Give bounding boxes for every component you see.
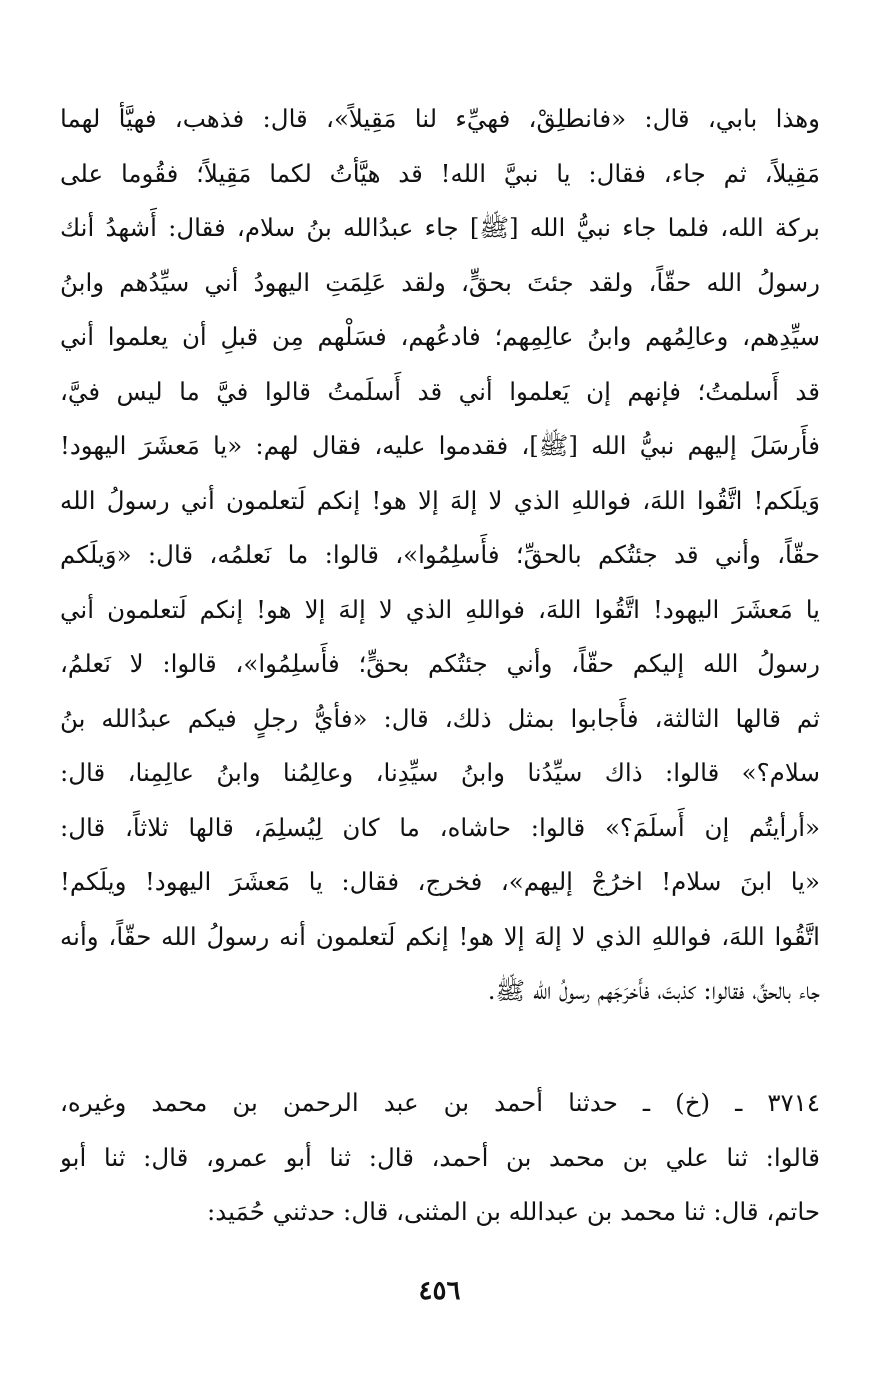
text-line: اتَّقُوا اللهَ، فواللهِ الذي لا إلهَ إلا هو! إنكم لَتعلمون أنه رسولُ الله حقّاً، وأنه (60, 921, 820, 951)
text-line: يا مَعشَرَ اليهود! اتَّقُوا اللهَ، فواللهِ الذي لا إلهَ إلا هو! إنكم لَتعلمون أني (60, 594, 820, 624)
main-paragraph (60, 92, 820, 1019)
text-line: سلام؟» قالوا: ذاك سيِّدُنا وابنُ سيِّدِنا، وعالِمُنا وابنُ عالِمِنا، قال: (60, 758, 820, 787)
hadith-paragraph (60, 1076, 820, 1240)
text-line: رسولُ الله إليكم حقّاً، وأني جئتُكم بحقٍّ؛ فأَسلِمُوا»، قالوا: لا نَعلمُ، (60, 649, 820, 678)
text-line: سيِّدِهم، وعالِمُهم وابنُ عالِمِهم؛ فادعُهم، فسَلْهم مِن قبلِ أن يعلموا أني (60, 322, 820, 351)
page-number: ٤٥٦ (418, 1276, 461, 1306)
text-line: حقّاً، وأني قد جئتُكم بالحقِّ؛ فأَسلِمُوا»، قالوا: ما نَعلمُه، قال: «وَيلَكم (60, 540, 820, 569)
hadith-number-line: ٣٧١٤ ـ (خ) ـ حدثنا أحمد بن عبد الرحمن بن محمد وغيره، (60, 1088, 820, 1117)
text-line: رسولُ الله حقّاً، ولقد جئتَ بحقٍّ، ولقد عَلِمَتِ اليهودُ أني سيِّدُهم وابنُ (60, 267, 820, 297)
text-line: حاتم، قال: ثنا محمد بن عبدالله بن المثنى، قال: حدثني حُمَيد: (207, 1197, 820, 1226)
text-line: بركة الله، فلما جاء نبيُّ الله [ﷺ] جاء عبدُالله بنُ سلام، فقال: أَشهدُ أنك (60, 213, 820, 242)
text-line: «يا ابنَ سلام! اخرُجْ إليهم»، فخرج، فقال: يا مَعشَرَ اليهود! ويلَكم! (60, 867, 820, 896)
text-line: وهذا بابي، قال: «فانطلِقْ، فهيِّء لنا مَقِيلاً»، قال: فذهب، فهيَّأ لهما (60, 104, 820, 133)
text-line: وَيلَكم! اتَّقُوا اللهَ، فواللهِ الذي لا إلهَ إلا هو! إنكم لَتعلمون أني رسولُ الله (60, 485, 820, 515)
text-line: مَقِيلاً، ثم جاء، فقال: يا نبيَّ الله! قد هيَّأتُ لكما مَقِيلاً؛ فقُوما على (60, 158, 820, 188)
text-line: «أرأيتُم إن أَسلَمَ؟» قالوا: حاشاه، ما كان لِيُسلِمَ، قالها ثلاثاً، قال: (60, 812, 820, 842)
text-line: قالوا: ثنا علي بن محمد بن أحمد، قال: ثنا أبو عمرو، قال: ثنا أبو (60, 1142, 820, 1172)
text-line: جاء بالحقِّ، فقالوا: كذبتَ، فأَخرَجَهم رسولُ الله ﷺ. (487, 976, 820, 1005)
text-line: فأَرسَلَ إليهم نبيُّ الله [ﷺ]، فقدموا عليه، فقال لهم: «يا مَعشَرَ اليهود! (60, 431, 820, 460)
text-line: ثم قالها الثالثة، فأَجابوا بمثل ذلك، قال: «فأيُّ رجلٍ فيكم عبدُالله بنُ (60, 703, 820, 733)
text-line: قد أَسلمتُ؛ فإنهم إن يَعلموا أني قد أَسلَمتُ قالوا فيَّ ما ليس فيَّ، (60, 376, 820, 406)
